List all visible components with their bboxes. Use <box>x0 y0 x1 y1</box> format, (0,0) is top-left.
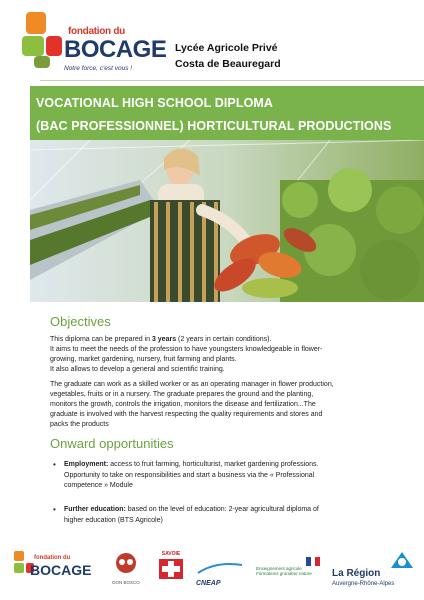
objectives-p1-line3: growing, market gardening, nursery, fruit farming and plants. <box>50 356 237 363</box>
page-header <box>0 0 424 86</box>
b2-line1 <box>64 505 394 516</box>
b2-bold: Further education: <box>64 506 126 513</box>
savoie-logo <box>156 551 186 587</box>
logo-tagline: Notre force, c'est vous ! <box>64 65 133 72</box>
objectives-heading: Objectives <box>50 314 111 329</box>
p1-post: (2 years in certain conditions). <box>176 336 272 343</box>
region-triangle-icon <box>390 551 414 569</box>
school-name-line2: Costa de Beauregard <box>175 58 281 70</box>
greenhouse-photo <box>30 140 424 302</box>
bullet-employment <box>53 460 394 492</box>
don-bosco-logo <box>108 551 144 591</box>
title-line2: (BAC PROFESSIONNEL) HORTICULTURAL PRODUCTIONS <box>36 119 392 133</box>
footer-fondation-text: fondation du <box>34 555 71 561</box>
school-name-line1: Lycée Agricole Privé <box>175 42 278 54</box>
p1-bold: 3 years <box>151 336 177 343</box>
objectives-p2-line3: monitors the growth, controls the irrigation, monitors the disease and fertilization...The <box>50 401 316 408</box>
bullet-dot-icon: • <box>53 460 56 469</box>
b2-line2: higher education (BTS Agricole) <box>64 516 163 524</box>
savoie-text: SAVOIE <box>161 551 181 557</box>
objectives-p2-line4: graduate is involved with the harvest respecting the quality requirements and stores and <box>50 411 323 418</box>
region-title: La Région <box>332 568 381 579</box>
region-subtitle: Auvergne-Rhône-Alpes <box>332 581 395 587</box>
p1-pre: This diploma can be prepared in <box>50 336 152 343</box>
objectives-p1-line1 <box>50 335 400 345</box>
objectives-p2-line2: vegetables, fruits or in a nursery. The graduate prepares the ground and the planting, <box>50 391 314 398</box>
cneap-text: CNEAP <box>196 580 221 587</box>
footer-bocage-logo <box>14 549 94 589</box>
cneap-logo <box>196 561 244 585</box>
header-divider <box>40 80 424 81</box>
footer-bocage-text: BOCAGE <box>30 562 92 578</box>
don-bosco-text: DON BOSCO <box>112 580 140 585</box>
onward-heading: Onward opportunities <box>50 436 174 451</box>
enseignement-agricole-logo <box>256 557 322 587</box>
b1-text: access to fruit farming, horticulturist, market gardening professions. <box>108 461 319 468</box>
b1-line1 <box>64 460 394 471</box>
objectives-p2-line5: packs the products <box>50 421 109 428</box>
objectives-paragraph-1 <box>50 335 400 375</box>
fondation-bocage-logo <box>22 10 167 82</box>
objectives-paragraph-2 <box>50 380 400 430</box>
region-logo <box>332 551 418 591</box>
b1-bold: Employment: <box>64 461 109 468</box>
french-flag-icon <box>306 557 320 566</box>
cneap-swoosh-icon <box>196 561 244 575</box>
bullet-further-education <box>53 505 394 526</box>
ens-line1: Enseignement agricole <box>256 566 302 571</box>
b1-line3: competence » Module <box>64 482 133 489</box>
bullet-dot-icon: • <box>53 505 56 514</box>
objectives-p2-line1: The graduate can work as a skilled worker or as an operating manager in flower production, <box>50 381 334 388</box>
objectives-p1-line2: It aims to meet the needs of the profession to have youngsters knowledgeable in flower- <box>50 346 323 353</box>
school-name <box>175 40 281 72</box>
logo-squares-icon <box>22 10 68 70</box>
ens-line2: Formations grandeur nature <box>256 571 312 576</box>
logo-fondation-text: fondation du <box>68 26 125 37</box>
footer-logos <box>0 545 424 600</box>
objectives-p1-line4: It also allows to develop a general and scientific training. <box>50 366 225 373</box>
don-bosco-emblem-icon <box>108 551 144 575</box>
title-line1: VOCATIONAL HIGH SCHOOL DIPLOMA <box>36 96 274 110</box>
logo-bocage-text: BOCAGE <box>64 36 167 63</box>
title-band <box>30 86 424 140</box>
b1-line2: Opportunity to take on responsibilities and start a business via the « Professional <box>64 471 315 479</box>
greenhouse-illustration <box>30 140 424 302</box>
b2-text: based on the level of education: 2-year agricultural diploma of <box>125 506 319 513</box>
savoie-cross-icon <box>156 557 186 581</box>
